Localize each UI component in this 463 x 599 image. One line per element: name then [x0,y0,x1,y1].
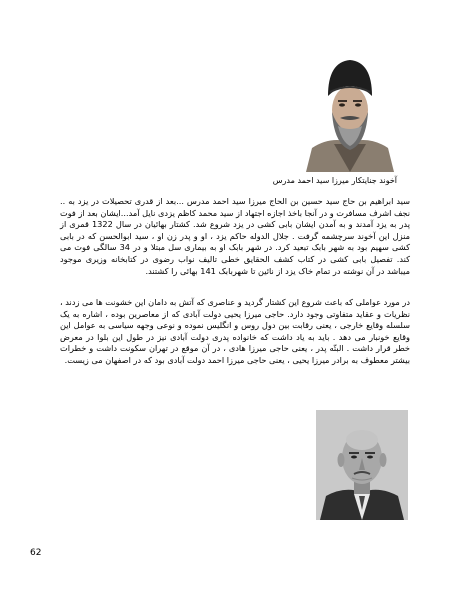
page-number: 62 [30,548,42,558]
portrait-man-photo [316,410,408,520]
body-paragraph: در مورد عواملی که باعث شروع این کشتار گردید و عناصری که آتش به دامان این خشونت ها می زدند ، نظریات و عقاید متفاوتی وجود دارد. حاجی میرزا یحیی دولت آبادی که از معاصرین بوده ، اشاره به یک سلسله وقایع خارجی ، یعنی رقابت بین دول روس و انگلیس نموده و نوعی وجهه سیاسی به عوامل این وقایع خونبار می دهد . باید به یاد داشت که خانواده پدری دولت آبادی نیز در طول این بلوا در معرض خطر قرار داشت . البتّه پدر ، یعنی حاجی میرزا هادی ، در آن موقع در تهران سکونت داشت و خطرات بیشتر معطوف به برادر میرزا یحیی ، یعنی حاجی میرزا احمد دولت آبادی بود که در اصفهان می زیست. [60,297,410,365]
body-paragraph: سید ابراهیم بن حاج سید حسین بن الحاج میرزا سید احمد مدرس ...بعد از قدری تحصیلات در یزد به .. نجف اشرف مسافرت و در آنجا باخذ اجازه اجتهاد از سید محمد کاظم یزدی نایل آمد...ایشان بعد از فوت پدر به یزد آمدند و به آمدن ایشان بابی کشی در یزد شروع شد. کشتار بهائیان در سال 1322 قمری از منزل این آخوند سرچشمه گرفت . جلال الدوله حاکم یزد ، او و پدر زن او ، سید ابوالحسن که در بابی کشی سهیم بود به شهر بابک تبعید کرد. در شهر بابک او به بیماری سل مبتلا و در 34 سالگی فوت می کند. تفصیل بابی کشی در کتاب کشف الحقایق خطی تالیف نواب رضوی در کتابخانه وزیری موجود میباشد در آن نوشته در تمام خاک یزد از نائین تا شهربابک 141 بهائی را کشتند. [60,196,410,276]
photo-caption: آخوند جنایتکار میرزا سید احمد مدرس [272,176,397,185]
portrait-cleric-photo [300,52,400,172]
